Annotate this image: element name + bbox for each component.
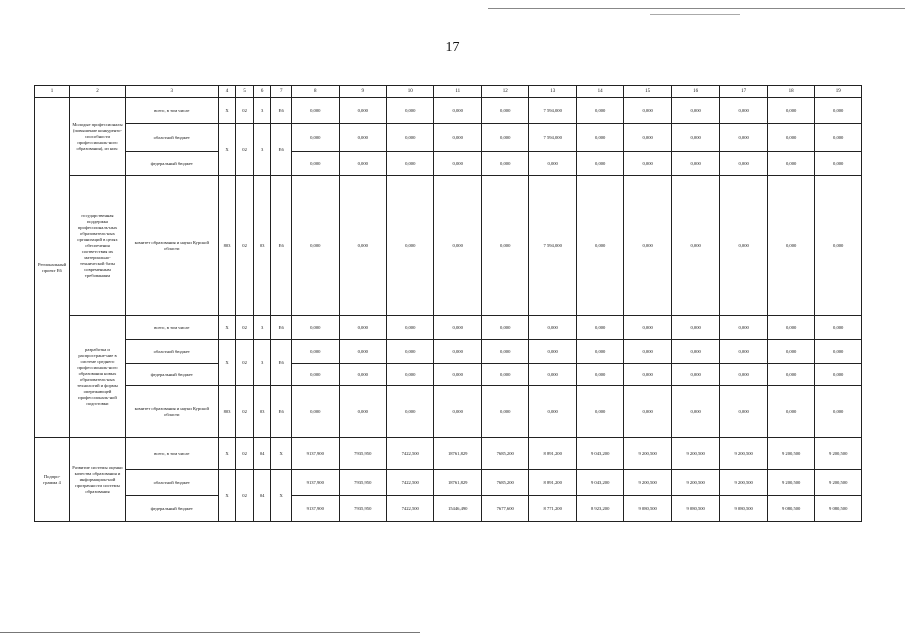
col-header: 12 (481, 86, 528, 98)
value-cell: 0,000 (292, 98, 339, 124)
value-cell: 0,000 (387, 176, 434, 316)
value-cell: 18761,829 (434, 438, 481, 470)
col-header: 11 (434, 86, 481, 98)
table-row (35, 152, 862, 176)
value-cell: 0,000 (815, 364, 862, 386)
code-cell: Х (218, 470, 236, 522)
code-cell: Е6 (271, 124, 292, 176)
value-cell: 0,000 (434, 124, 481, 152)
value-cell: 0,000 (339, 316, 386, 340)
value-cell: 7 594,000 (529, 176, 576, 316)
value-cell: 0,000 (720, 316, 767, 340)
funding-source: федеральный бюджет (125, 496, 218, 522)
value-cell: 0,000 (576, 316, 623, 340)
col-header: 10 (387, 86, 434, 98)
col-header: 13 (529, 86, 576, 98)
value-cell: 0,000 (671, 386, 720, 438)
table-row (35, 470, 862, 496)
value-cell: 0,000 (387, 364, 434, 386)
funding-source: федеральный бюджет (125, 364, 218, 386)
program-label: Региональный проект Е6 (35, 98, 70, 438)
value-cell: 0,000 (767, 152, 814, 176)
measure-name: Молодые профессионалы (повышение конкуренто-способности профессиональ-ного образования), из них: (70, 98, 126, 176)
value-cell: 0,000 (529, 364, 576, 386)
value-cell: 9 080,500 (671, 496, 720, 522)
code-cell: 803 (218, 386, 236, 438)
value-cell: 0,000 (387, 386, 434, 438)
value-cell: 0,000 (815, 316, 862, 340)
code-cell: Е6 (271, 98, 292, 124)
code-cell: 03 (253, 386, 271, 438)
value-cell: 0,000 (767, 316, 814, 340)
table-row (35, 496, 862, 522)
code-cell: Е6 (271, 176, 292, 316)
code-cell: 3 (253, 316, 271, 340)
value-cell: 0,000 (624, 152, 671, 176)
budget-table (34, 85, 862, 522)
page-number: 17 (445, 40, 460, 55)
value-cell: 8 923,200 (576, 496, 623, 522)
value-cell: 0,000 (481, 176, 528, 316)
value-cell: 9 200,500 (720, 470, 767, 496)
value-cell: 0,000 (815, 124, 862, 152)
value-cell: 0,000 (292, 386, 339, 438)
value-cell: 7685,200 (481, 470, 528, 496)
code-cell: Х (218, 340, 236, 386)
code-cell: Е6 (271, 386, 292, 438)
col-header: 14 (576, 86, 623, 98)
value-cell: 8 771,200 (529, 496, 576, 522)
value-cell: 0,000 (292, 152, 339, 176)
value-cell: 7935,950 (339, 496, 386, 522)
measure-name: разработка и распростране-ние в системе среднего профессиональ-ного образования новых образователь-ных технологий и формы опережающей профессиональ-ной подготовки (70, 316, 126, 438)
value-cell: 0,000 (434, 364, 481, 386)
value-cell: 0,000 (387, 340, 434, 364)
col-header: 18 (767, 86, 814, 98)
value-cell: 9 043,200 (576, 470, 623, 496)
table-row (35, 364, 862, 386)
code-cell: 02 (236, 438, 254, 470)
value-cell: 0,000 (671, 98, 720, 124)
value-cell: 0,000 (339, 176, 386, 316)
value-cell: 0,000 (481, 316, 528, 340)
value-cell: 0,000 (767, 364, 814, 386)
value-cell: 0,000 (292, 176, 339, 316)
value-cell: 9 200,500 (815, 438, 862, 470)
table-row (35, 386, 862, 438)
code-cell: 02 (236, 316, 254, 340)
value-cell: 0,000 (481, 152, 528, 176)
value-cell: 0,000 (529, 152, 576, 176)
table-row (35, 176, 862, 316)
value-cell: 0,000 (339, 152, 386, 176)
measure-name: государственная поддержка профессиональ-ных образователь-ных организаций в целях обеспечения соответствия их материально-технической базы современным требованиям (70, 176, 126, 316)
value-cell: 0,000 (720, 124, 767, 152)
col-header: 9 (339, 86, 386, 98)
value-cell: 0,000 (434, 152, 481, 176)
value-cell: 0,000 (292, 340, 339, 364)
value-cell: 0,000 (576, 152, 623, 176)
value-cell: 0,000 (387, 152, 434, 176)
value-cell: 8 891,200 (529, 438, 576, 470)
value-cell: 0,000 (387, 316, 434, 340)
value-cell: 0,000 (481, 364, 528, 386)
value-cell: 7677,600 (481, 496, 528, 522)
value-cell: 7 594,000 (529, 98, 576, 124)
code-cell: 803 (218, 176, 236, 316)
value-cell: 0,000 (767, 98, 814, 124)
code-cell: Х (218, 316, 236, 340)
value-cell: 9 200,500 (767, 470, 814, 496)
code-cell: 3 (253, 124, 271, 176)
value-cell: 0,000 (720, 364, 767, 386)
col-header: 1 (35, 86, 70, 98)
funding-source: комитет образования и науки Курской области (125, 176, 218, 316)
funding-source: областной бюджет (125, 340, 218, 364)
value-cell: 0,000 (387, 98, 434, 124)
value-cell: 0,000 (481, 124, 528, 152)
value-cell: 0,000 (481, 386, 528, 438)
scan-line-top-right (488, 8, 905, 9)
col-header: 6 (253, 86, 271, 98)
code-cell: Х (271, 470, 292, 522)
value-cell: 0,000 (624, 316, 671, 340)
value-cell: 9 200,500 (720, 438, 767, 470)
value-cell: 9137,900 (292, 438, 339, 470)
scan-line-top-small (650, 14, 740, 15)
value-cell: 0,000 (815, 98, 862, 124)
value-cell: 0,000 (576, 176, 623, 316)
value-cell: 0,000 (529, 386, 576, 438)
value-cell: 0,000 (339, 340, 386, 364)
value-cell: 0,000 (671, 316, 720, 340)
funding-source: всего, в том числе (125, 98, 218, 124)
value-cell: 7935,950 (339, 438, 386, 470)
value-cell: 0,000 (434, 316, 481, 340)
value-cell: 0,000 (671, 176, 720, 316)
value-cell: 0,000 (576, 124, 623, 152)
code-cell: Х (218, 124, 236, 176)
code-cell: Х (218, 438, 236, 470)
value-cell: 0,000 (529, 316, 576, 340)
funding-source: областной бюджет (125, 124, 218, 152)
value-cell: 9137,900 (292, 470, 339, 496)
value-cell: 0,000 (767, 176, 814, 316)
code-cell: 04 (253, 470, 271, 522)
col-header: 3 (125, 86, 218, 98)
table-row (35, 316, 862, 340)
value-cell: 8 891,200 (529, 470, 576, 496)
value-cell: 0,000 (576, 386, 623, 438)
value-cell: 0,000 (481, 98, 528, 124)
code-cell: Е6 (271, 340, 292, 386)
value-cell: 7935,950 (339, 470, 386, 496)
value-cell: 0,000 (434, 340, 481, 364)
value-cell: 0,000 (624, 364, 671, 386)
value-cell: 9 200,500 (671, 470, 720, 496)
value-cell: 0,000 (720, 340, 767, 364)
value-cell: 0,000 (339, 124, 386, 152)
value-cell: 0,000 (767, 386, 814, 438)
value-cell: 0,000 (815, 340, 862, 364)
value-cell: 0,000 (292, 316, 339, 340)
col-header: 4 (218, 86, 236, 98)
value-cell: 9 200,500 (671, 438, 720, 470)
col-header: 17 (720, 86, 767, 98)
table-row (35, 340, 862, 364)
value-cell: 18761,829 (434, 470, 481, 496)
value-cell: 0,000 (815, 176, 862, 316)
col-header: 2 (70, 86, 126, 98)
code-cell: 03 (253, 176, 271, 316)
value-cell: 0,000 (529, 340, 576, 364)
program-label: Подпро-грамма 4 (35, 438, 70, 522)
value-cell: 0,000 (387, 124, 434, 152)
value-cell: 9 043,200 (576, 438, 623, 470)
code-cell: Х (271, 438, 292, 470)
value-cell: 9 080,500 (624, 496, 671, 522)
value-cell: 0,000 (624, 176, 671, 316)
value-cell: 9 200,500 (624, 470, 671, 496)
value-cell: 0,000 (576, 340, 623, 364)
value-cell: 0,000 (481, 340, 528, 364)
value-cell: 7422,500 (387, 470, 434, 496)
value-cell: 0,000 (720, 386, 767, 438)
value-cell: 0,000 (434, 98, 481, 124)
code-cell: 02 (236, 386, 254, 438)
value-cell: 0,000 (720, 152, 767, 176)
code-cell: 02 (236, 98, 254, 124)
value-cell: 0,000 (624, 98, 671, 124)
table-row (35, 124, 862, 152)
value-cell: 0,000 (339, 364, 386, 386)
value-cell: 7685,200 (481, 438, 528, 470)
value-cell: 9137,900 (292, 496, 339, 522)
funding-source: областной бюджет (125, 470, 218, 496)
funding-source: всего, в том числе (125, 438, 218, 470)
code-cell: Х (218, 98, 236, 124)
value-cell: 7422,500 (387, 496, 434, 522)
funding-source: федеральный бюджет (125, 152, 218, 176)
value-cell: 0,000 (339, 386, 386, 438)
value-cell: 0,000 (576, 98, 623, 124)
code-cell: 3 (253, 340, 271, 386)
value-cell: 0,000 (671, 340, 720, 364)
value-cell: 0,000 (671, 364, 720, 386)
measure-name: Развитие системы оценки качества образования и информацион-ной прозрачности системы образования (70, 438, 126, 522)
value-cell: 9 200,500 (624, 438, 671, 470)
value-cell: 0,000 (720, 98, 767, 124)
table-row (35, 438, 862, 470)
value-cell: 9 080,500 (767, 496, 814, 522)
code-cell: 3 (253, 98, 271, 124)
code-cell: 04 (253, 438, 271, 470)
value-cell: 9 200,500 (815, 470, 862, 496)
value-cell: 0,000 (292, 364, 339, 386)
value-cell: 0,000 (767, 340, 814, 364)
value-cell: 9 080,500 (720, 496, 767, 522)
col-header: 7 (271, 86, 292, 98)
scan-line-bottom-left (0, 632, 420, 633)
funding-source: комитет образования и науки Курской области (125, 386, 218, 438)
value-cell: 9 080,500 (815, 496, 862, 522)
code-cell: 02 (236, 176, 254, 316)
value-cell: 7422,500 (387, 438, 434, 470)
col-header: 15 (624, 86, 671, 98)
col-header: 8 (292, 86, 339, 98)
value-cell: 0,000 (624, 340, 671, 364)
code-cell: 02 (236, 470, 254, 522)
table-row (35, 98, 862, 124)
value-cell: 0,000 (434, 176, 481, 316)
value-cell: 7 594,000 (529, 124, 576, 152)
value-cell: 0,000 (815, 152, 862, 176)
value-cell: 0,000 (292, 124, 339, 152)
value-cell: 0,000 (720, 176, 767, 316)
header-row (35, 86, 862, 98)
value-cell: 15446,490 (434, 496, 481, 522)
value-cell: 0,000 (671, 124, 720, 152)
code-cell: 02 (236, 340, 254, 386)
code-cell: 02 (236, 124, 254, 176)
value-cell: 9 200,500 (767, 438, 814, 470)
code-cell: Е6 (271, 316, 292, 340)
value-cell: 0,000 (339, 98, 386, 124)
col-header: 19 (815, 86, 862, 98)
value-cell: 0,000 (624, 124, 671, 152)
value-cell: 0,000 (576, 364, 623, 386)
value-cell: 0,000 (671, 152, 720, 176)
col-header: 5 (236, 86, 254, 98)
value-cell: 0,000 (434, 386, 481, 438)
value-cell: 0,000 (767, 124, 814, 152)
value-cell: 0,000 (815, 386, 862, 438)
col-header: 16 (671, 86, 720, 98)
value-cell: 0,000 (624, 386, 671, 438)
funding-source: всего, в том числе (125, 316, 218, 340)
